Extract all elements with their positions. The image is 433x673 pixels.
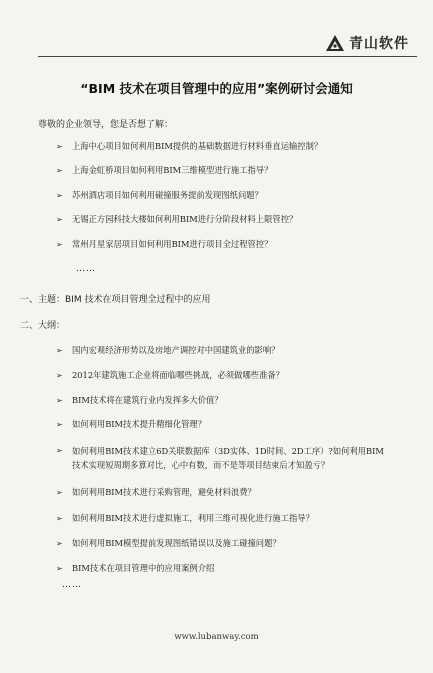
outline-text: 如何利用BIM技术提升精细化管理？ bbox=[72, 419, 207, 429]
outline-text: 2012年建筑施工企业将面临哪些挑战，必须做哪些准备？ bbox=[72, 370, 284, 380]
outline-item bbox=[56, 344, 279, 356]
outline-text: 国内宏观经济形势以及房地产调控对中国建筑业的影响？ bbox=[72, 345, 280, 355]
outline-item bbox=[56, 537, 281, 549]
question-text: 上海中心项目如何利用BIM提供的基础数据进行材料垂直运输控制？ bbox=[72, 141, 323, 151]
question-text: 无锡正方园科技大楼如何利用BIM进行分阶段材料上限管控？ bbox=[72, 214, 298, 224]
arrow-bullet-icon: ➢ bbox=[56, 420, 63, 429]
arrow-bullet-icon: ➢ bbox=[56, 514, 63, 523]
greeting-text: 尊敬的企业领导，您是否想了解： bbox=[38, 120, 174, 130]
arrow-bullet-icon: ➢ bbox=[56, 446, 63, 455]
question-item bbox=[56, 189, 263, 201]
outline-text: 技术实现短周期多算对比，心中有数，而不是等项目结束后才知盈亏？ bbox=[72, 460, 330, 470]
question-text: 上海金虹桥项目如何利用BIM三维模型进行施工指导？ bbox=[72, 165, 273, 175]
logo-text: 青山软件 bbox=[349, 36, 409, 52]
question-item bbox=[56, 213, 297, 225]
question-item bbox=[56, 164, 272, 176]
outline-item bbox=[56, 369, 284, 381]
outline-item bbox=[56, 444, 384, 472]
company-logo bbox=[325, 33, 409, 53]
arrow-bullet-icon: ➢ bbox=[56, 240, 63, 249]
logo-icon bbox=[325, 34, 345, 52]
arrow-bullet-icon: ➢ bbox=[56, 142, 63, 151]
outline-item bbox=[56, 394, 223, 406]
outline-item bbox=[56, 512, 314, 524]
arrow-bullet-icon: ➢ bbox=[56, 215, 63, 224]
outline-item bbox=[56, 562, 214, 574]
outline-text: BIM技术在项目管理中的应用案例介绍 bbox=[72, 563, 215, 573]
section-heading-outline: 二、大纲： bbox=[20, 321, 66, 331]
arrow-bullet-icon: ➢ bbox=[56, 539, 63, 548]
arrow-bullet-icon: ➢ bbox=[56, 564, 63, 573]
outline-text: 如何利用BIM技术建立6D关联数据库（3D实体、1D时间、2D工序）?如何利用BIM bbox=[72, 446, 384, 456]
outline-text: 如何利用BIM模型提前发现图纸错误以及施工碰撞问题？ bbox=[72, 538, 281, 548]
page-title: “BIM 技术在项目管理中的应用”案例研讨会通知 bbox=[80, 81, 353, 96]
outline-text: BIM技术将在建筑行业内发挥多大价值？ bbox=[72, 395, 223, 405]
arrow-bullet-icon: ➢ bbox=[56, 191, 63, 200]
arrow-bullet-icon: ➢ bbox=[56, 371, 63, 380]
question-item bbox=[56, 238, 272, 250]
section-heading-theme: 一、主题：BIM 技术在项目管理全过程中的应用 bbox=[20, 295, 211, 305]
outline-item bbox=[56, 486, 256, 498]
outline-text: 如何利用BIM技术进行虚拟施工，利用三维可视化进行施工指导？ bbox=[72, 513, 314, 523]
question-text: 苏州酒店项目如何利用碰撞服务提前发现图纸问题？ bbox=[72, 190, 263, 200]
arrow-bullet-icon: ➢ bbox=[56, 166, 63, 175]
outline-text: 如何利用BIM技术进行采购管理，避免材料浪费？ bbox=[72, 487, 256, 497]
question-item bbox=[56, 140, 322, 152]
arrow-bullet-icon: ➢ bbox=[56, 396, 63, 405]
question-text: 常州月星家居项目如何利用BIM进行项目全过程管控？ bbox=[72, 239, 273, 249]
arrow-bullet-icon: ➢ bbox=[56, 346, 63, 355]
arrow-bullet-icon: ➢ bbox=[56, 488, 63, 497]
ellipsis: …… bbox=[76, 264, 96, 274]
header-divider bbox=[38, 56, 417, 57]
footer-url: www.lubanway.com bbox=[174, 632, 259, 642]
ellipsis: …… bbox=[62, 580, 82, 590]
outline-item bbox=[56, 418, 206, 430]
